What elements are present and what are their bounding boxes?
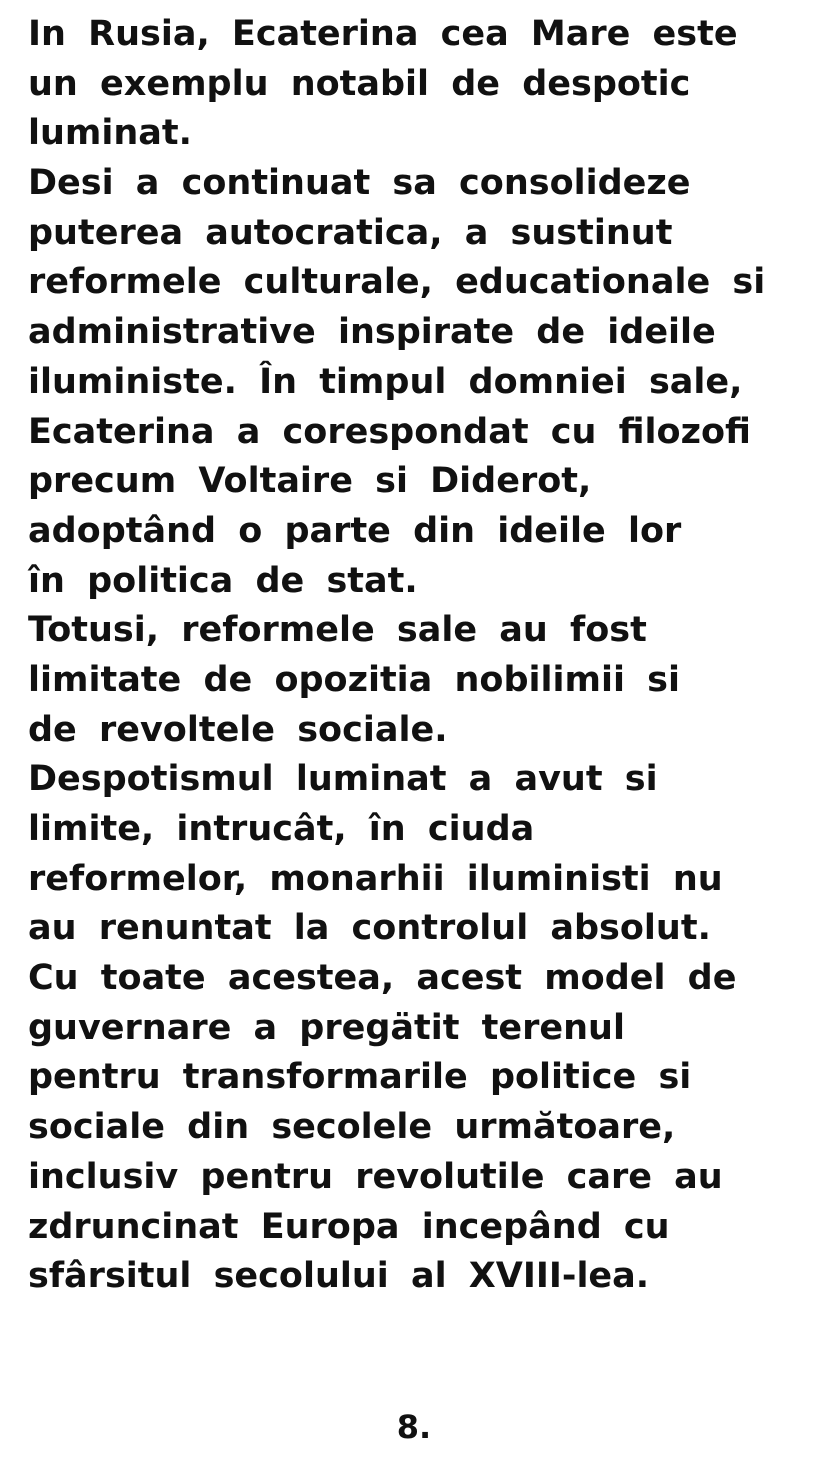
text-line: de revoltele sociale. [28,709,448,750]
text-line: guvernare a pregätit terenul [28,1007,625,1048]
text-line: precum Voltaire si Diderot, [28,461,592,502]
text-line: luminat. [28,113,192,154]
text-line: Totusi, reformele sale au fost [28,610,647,651]
text-line: au renuntat la controlul absolut. [28,908,711,949]
text-line: reformele culturale, educationale si [28,262,766,303]
text-line: adoptând o parte din ideile lor [28,510,682,551]
text-line: limitate de opozitia nobilimii si [28,659,680,700]
text-line: pentru transformarile politice si [28,1057,692,1098]
text-line: In Rusia, Ecaterina cea Mare este [28,14,738,54]
text-line: Ecaterina a corespondat cu filozofi [28,411,751,452]
text-line: puterea autocratica, a sustinut [28,212,673,253]
text-line: iluministe. În timpul domniei sale, [28,361,743,402]
text-line: administrative inspirate de ideile [28,312,716,353]
text-line: zdruncinat Europa incepând cu [28,1206,670,1247]
text-line: limite, intrucât, în ciuda [28,809,535,849]
page-number: 8. [396,1408,432,1446]
text-line: reformelor, monarhii iluministi nu [28,858,723,899]
text-line: sfârsitul secolului al XVIII-lea. [28,1256,650,1297]
text-line: în politica de stat. [28,560,418,601]
text-line: un exemplu notabil de despotic [28,63,691,104]
text-line: sociale din secolele următoare, [28,1107,676,1148]
body-text [28,10,808,1302]
text-line: inclusiv pentru revolutile care au [28,1156,723,1197]
text-line: Cu toate acestea, acest model de [28,958,737,999]
text-line: Desi a continuat sa consolideze [28,163,691,204]
text-line: Despotismul luminat a avut si [28,759,658,800]
